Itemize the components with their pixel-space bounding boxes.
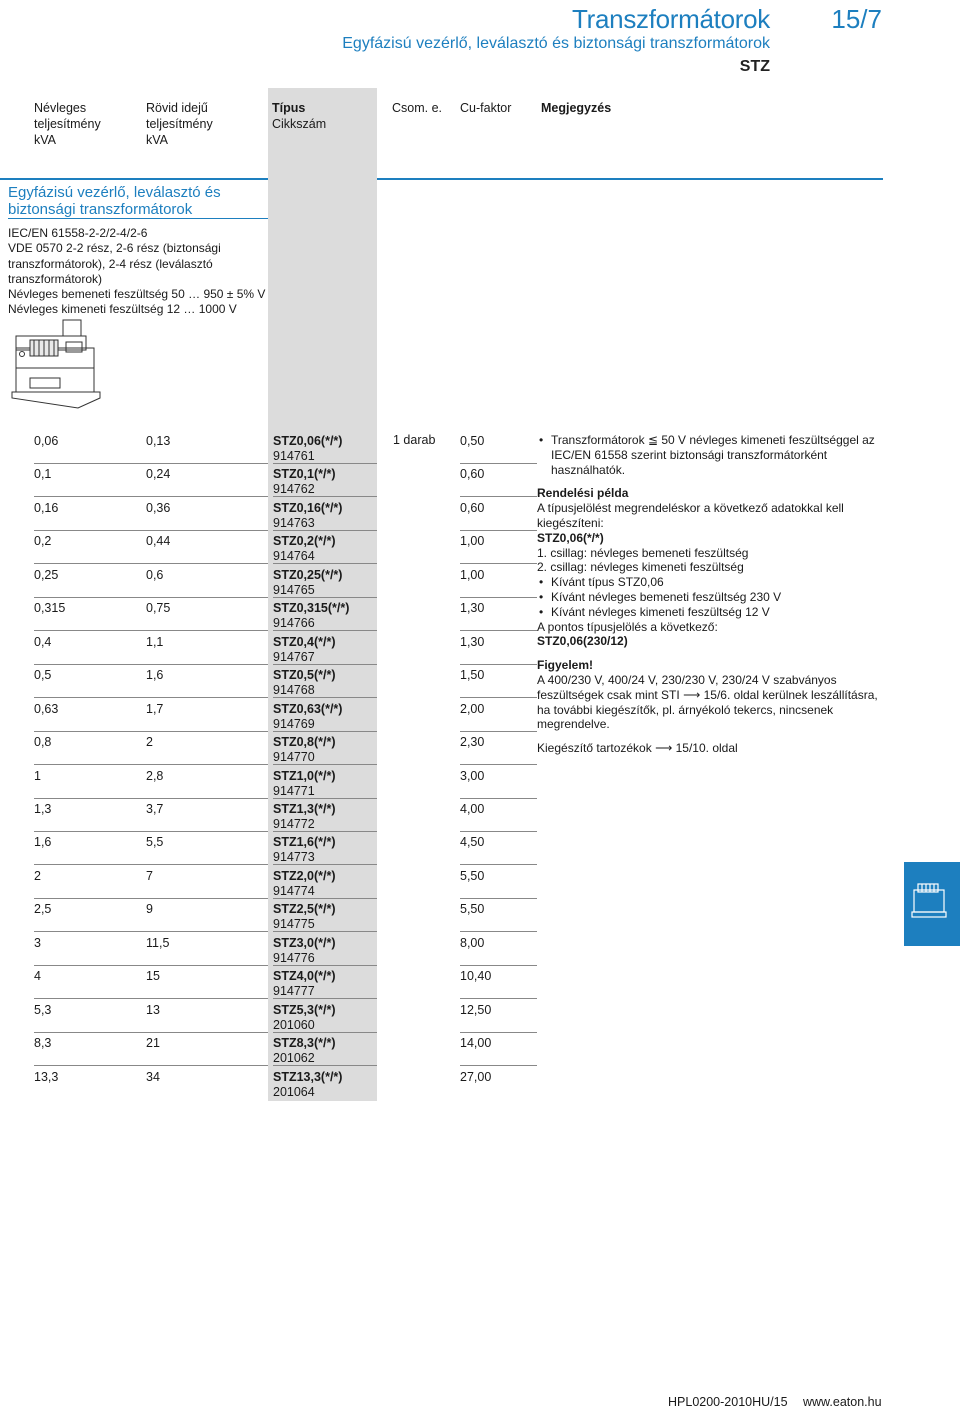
- article-number-cell: 914775: [273, 917, 315, 932]
- row-divider: [34, 998, 268, 999]
- type-cell: STZ0,2(*/*): [273, 534, 336, 549]
- row-divider: [34, 864, 268, 865]
- rated-power-cell: 0,63: [34, 701, 59, 716]
- article-number-cell: 201062: [273, 1051, 315, 1066]
- cu-factor-cell: 12,50: [460, 1002, 492, 1017]
- header-short-power: Rövid idejű teljesítmény kVA: [146, 101, 213, 147]
- article-number-cell: 914777: [273, 984, 315, 999]
- cu-factor-cell: 2,30: [460, 735, 485, 750]
- divider: [0, 178, 268, 180]
- cu-factor-cell: 1,00: [460, 567, 485, 582]
- type-cell: STZ1,0(*/*): [273, 768, 336, 783]
- page-subtitle: Egyfázisú vezérlő, leválasztó és biztonsági transzformátorok: [342, 35, 770, 52]
- rated-power-cell: 1,3: [34, 801, 52, 816]
- row-divider: [273, 931, 377, 932]
- article-number-cell: 914767: [273, 649, 315, 664]
- row-divider: [34, 664, 268, 665]
- row-divider: [34, 898, 268, 899]
- row-divider: [34, 931, 268, 932]
- note-safety: • Transzformátorok ≦ 50 V névleges kimeneti feszültséggel az IEC/EN 61558 szerint biztonsági transzformátorként használhatók.: [537, 433, 887, 477]
- type-cell: STZ1,3(*/*): [273, 801, 336, 816]
- document-code: HPL0200-2010HU/15: [668, 1395, 788, 1409]
- type-cell: STZ0,8(*/*): [273, 735, 336, 750]
- row-divider: [273, 731, 377, 732]
- row-divider: [460, 496, 537, 497]
- type-cell: STZ4,0(*/*): [273, 969, 336, 984]
- row-divider: [273, 630, 377, 631]
- short-power-cell: 0,36: [146, 500, 171, 515]
- header-type: Típus Cikkszám: [272, 101, 327, 131]
- row-divider: [34, 530, 268, 531]
- article-number-cell: 914771: [273, 783, 315, 798]
- row-divider: [460, 630, 537, 631]
- short-power-cell: 3,7: [146, 801, 164, 816]
- want-output: • Kívánt névleges kimeneti feszültség 12 V: [537, 605, 887, 620]
- rated-power-cell: 5,3: [34, 1002, 52, 1017]
- row-divider: [34, 731, 268, 732]
- notes-panel: [537, 433, 887, 756]
- row-divider: [460, 1032, 537, 1033]
- row-divider: [460, 864, 537, 865]
- article-number-cell: 914762: [273, 482, 315, 497]
- article-number-cell: 914761: [273, 449, 315, 463]
- header-note: Megjegyzés: [541, 101, 612, 115]
- transformer-illustration: [8, 318, 108, 410]
- type-cell: STZ5,3(*/*): [273, 1002, 336, 1017]
- row-divider: [273, 597, 377, 598]
- cu-factor-cell: 0,50: [460, 434, 485, 448]
- chapter-tab[interactable]: [904, 862, 960, 946]
- row-divider: [34, 1065, 268, 1066]
- pack-unit: 1 darab: [393, 433, 436, 447]
- short-power-cell: 34: [146, 1069, 160, 1084]
- row-divider: [34, 630, 268, 631]
- row-divider: [273, 530, 377, 531]
- cu-factor-cell: 0,60: [460, 467, 485, 482]
- type-cell: STZ0,63(*/*): [273, 701, 343, 716]
- row-divider: [273, 563, 377, 564]
- arrow-right-icon: ⟶: [683, 687, 701, 702]
- row-divider: [273, 798, 377, 799]
- rated-power-cell: 0,8: [34, 735, 52, 750]
- cu-factor-cell: 10,40: [460, 969, 492, 984]
- product-table: [0, 433, 537, 1103]
- arrow-right-icon: ⟶: [655, 741, 673, 756]
- row-divider: [34, 798, 268, 799]
- row-divider: [273, 697, 377, 698]
- header-pack: Csom. e.: [392, 101, 443, 115]
- short-power-cell: 15: [146, 969, 160, 984]
- star1-note: 1. csillag: névleges bemeneti feszültség: [537, 545, 749, 560]
- cu-factor-cell: 1,30: [460, 634, 485, 649]
- article-number-cell: 914769: [273, 716, 315, 731]
- exact-code: STZ0,06(230/12): [537, 634, 628, 649]
- article-number-cell: 914776: [273, 950, 315, 965]
- short-power-cell: 9: [146, 902, 153, 917]
- cu-factor-cell: 14,00: [460, 1036, 492, 1051]
- row-divider: [273, 463, 377, 464]
- attention-title: Figyelem!: [537, 658, 594, 673]
- article-number-cell: 914770: [273, 750, 315, 765]
- row-divider: [273, 898, 377, 899]
- rated-power-cell: 0,4: [34, 634, 52, 649]
- accessories-ref: Kiegészítő tartozékok ⟶ 15/10. oldal: [537, 741, 738, 756]
- rated-power-cell: 4: [34, 969, 41, 984]
- cu-factor-cell: 5,50: [460, 902, 485, 917]
- cu-factor-cell: 2,00: [460, 701, 485, 716]
- row-divider: [460, 898, 537, 899]
- row-divider: [34, 965, 268, 966]
- row-divider: [460, 697, 537, 698]
- header-cu-factor: Cu-faktor: [460, 101, 512, 115]
- row-divider: [460, 965, 537, 966]
- type-cell: STZ0,25(*/*): [273, 567, 343, 582]
- row-divider: [34, 831, 268, 832]
- type-cell: STZ0,1(*/*): [273, 467, 336, 482]
- short-power-cell: 21: [146, 1036, 160, 1051]
- short-power-cell: 11,5: [146, 935, 170, 950]
- row-divider: [460, 530, 537, 531]
- row-divider: [34, 1032, 268, 1033]
- short-power-cell: 0,6: [146, 567, 164, 582]
- rated-power-cell: 13,3: [34, 1069, 59, 1084]
- rated-power-cell: 1,6: [34, 835, 52, 850]
- rated-power-cell: 0,1: [34, 467, 52, 482]
- short-power-cell: 0,44: [146, 534, 171, 549]
- order-code: STZ0,06(*/*): [537, 530, 604, 545]
- order-text: A típusjelölést megrendeléskor a következő adatokkal kell kiegészíteni:: [537, 501, 844, 530]
- cu-factor-cell: 4,00: [460, 801, 485, 816]
- rated-power-cell: 3: [34, 935, 41, 950]
- row-divider: [460, 998, 537, 999]
- article-number-cell: 914766: [273, 616, 315, 631]
- series-label: STZ: [739, 58, 770, 75]
- article-number-cell: 914774: [273, 883, 315, 898]
- type-cell: STZ2,5(*/*): [273, 902, 336, 917]
- row-divider: [273, 831, 377, 832]
- row-divider: [273, 496, 377, 497]
- want-input: • Kívánt névleges bemeneti feszültség 230 V: [537, 590, 887, 605]
- cu-factor-cell: 4,50: [460, 835, 485, 850]
- row-divider: [460, 831, 537, 832]
- type-cell: STZ0,5(*/*): [273, 668, 336, 683]
- row-divider: [273, 965, 377, 966]
- star2-note: 2. csillag: névleges kimeneti feszültség: [537, 560, 744, 575]
- short-power-cell: 2,8: [146, 768, 164, 783]
- article-number-cell: 914773: [273, 850, 315, 865]
- rated-power-cell: 2,5: [34, 902, 52, 917]
- short-power-cell: 0,13: [146, 434, 171, 448]
- rated-power-cell: 0,5: [34, 668, 52, 683]
- article-number-cell: 201064: [273, 1084, 315, 1099]
- rated-power-cell: 0,315: [34, 601, 66, 616]
- rated-power-cell: 2: [34, 868, 41, 883]
- type-cell: STZ1,6(*/*): [273, 835, 336, 850]
- article-number-cell: 914765: [273, 582, 315, 597]
- short-power-cell: 7: [146, 868, 153, 883]
- cu-factor-cell: 1,50: [460, 668, 485, 683]
- article-number-cell: 914763: [273, 515, 315, 530]
- article-number-cell: 201060: [273, 1017, 315, 1032]
- cu-factor-cell: 5,50: [460, 868, 485, 883]
- row-divider: [34, 597, 268, 598]
- type-cell: STZ13,3(*/*): [273, 1069, 343, 1084]
- want-type: • Kívánt típus STZ0,06: [537, 575, 887, 590]
- section-description: IEC/EN 61558-2-2/2-4/2-6 VDE 0570 2-2 rész, 2-6 rész (biztonsági transzformátorok), 2-4 rész (leválasztó transzformátorok) Névleges bemeneti feszültség 50 … 950 ± 5% V Névleges kimeneti feszültség 12 … 1000 V: [8, 226, 266, 317]
- row-divider: [460, 597, 537, 598]
- row-divider: [460, 731, 537, 732]
- rated-power-cell: 8,3: [34, 1036, 52, 1051]
- cu-factor-cell: 3,00: [460, 768, 485, 783]
- cu-factor-cell: 1,30: [460, 601, 485, 616]
- rated-power-cell: 0,25: [34, 567, 59, 582]
- rated-power-cell: 1: [34, 768, 41, 783]
- row-divider: [273, 998, 377, 999]
- type-cell: STZ2,0(*/*): [273, 868, 336, 883]
- row-divider: [460, 931, 537, 932]
- row-divider: [34, 697, 268, 698]
- type-cell: STZ0,16(*/*): [273, 500, 343, 515]
- short-power-cell: 1,7: [146, 701, 164, 716]
- row-divider: [273, 764, 377, 765]
- row-divider: [460, 798, 537, 799]
- article-number-cell: 914764: [273, 549, 315, 564]
- transformer-icon: [904, 862, 960, 946]
- short-power-cell: 13: [146, 1002, 160, 1017]
- section-title: Egyfázisú vezérlő, leválasztó és biztonsági transzformátorok: [8, 184, 221, 218]
- row-divider: [273, 1032, 377, 1033]
- exact-text: A pontos típusjelölés a következő:: [537, 619, 718, 634]
- type-cell: STZ0,315(*/*): [273, 601, 350, 616]
- rated-power-cell: 0,06: [34, 434, 59, 448]
- cu-factor-cell: 0,60: [460, 500, 485, 515]
- row-divider: [460, 1065, 537, 1066]
- type-cell: STZ3,0(*/*): [273, 935, 336, 950]
- cu-factor-cell: 27,00: [460, 1069, 492, 1084]
- row-divider: [34, 496, 268, 497]
- type-cell: STZ0,06(*/*): [273, 434, 343, 448]
- attention-text: A 400/230 V, 400/24 V, 230/230 V, 230/24 V szabványos feszültségek csak mint STI ⟶ 15/6. oldal kerülnek leszállításra, ha további kiegészítők, pl. árnyékoló tekercs, nincsenek megrendelve.: [537, 672, 878, 732]
- short-power-cell: 5,5: [146, 835, 164, 850]
- website-link[interactable]: www.eaton.hu: [803, 1395, 882, 1409]
- short-power-cell: 1,6: [146, 668, 164, 683]
- row-divider: [273, 864, 377, 865]
- type-cell: STZ0,4(*/*): [273, 634, 336, 649]
- cu-factor-cell: 8,00: [460, 935, 485, 950]
- row-divider: [460, 563, 537, 564]
- short-power-cell: 2: [146, 735, 153, 750]
- article-number-cell: 914768: [273, 683, 315, 698]
- rated-power-cell: 0,16: [34, 500, 59, 515]
- page-title: Transzformátorok: [572, 4, 770, 34]
- row-divider: [460, 764, 537, 765]
- article-number-cell: 914772: [273, 816, 315, 831]
- row-divider: [460, 664, 537, 665]
- short-power-cell: 0,24: [146, 467, 171, 482]
- divider: [8, 218, 268, 219]
- type-cell: STZ8,3(*/*): [273, 1036, 336, 1051]
- short-power-cell: 0,75: [146, 601, 171, 616]
- row-divider: [273, 664, 377, 665]
- row-divider: [34, 764, 268, 765]
- row-divider: [34, 563, 268, 564]
- rated-power-cell: 0,2: [34, 534, 52, 549]
- row-divider: [34, 463, 268, 464]
- short-power-cell: 1,1: [146, 634, 164, 649]
- row-divider: [273, 1065, 377, 1066]
- divider: [377, 178, 883, 180]
- page-number: 15/7: [831, 4, 882, 34]
- cu-factor-cell: 1,00: [460, 534, 485, 549]
- order-title: Rendelési példa: [537, 486, 629, 501]
- header-rated-power: Névleges teljesítmény kVA: [34, 101, 101, 147]
- row-divider: [460, 463, 537, 464]
